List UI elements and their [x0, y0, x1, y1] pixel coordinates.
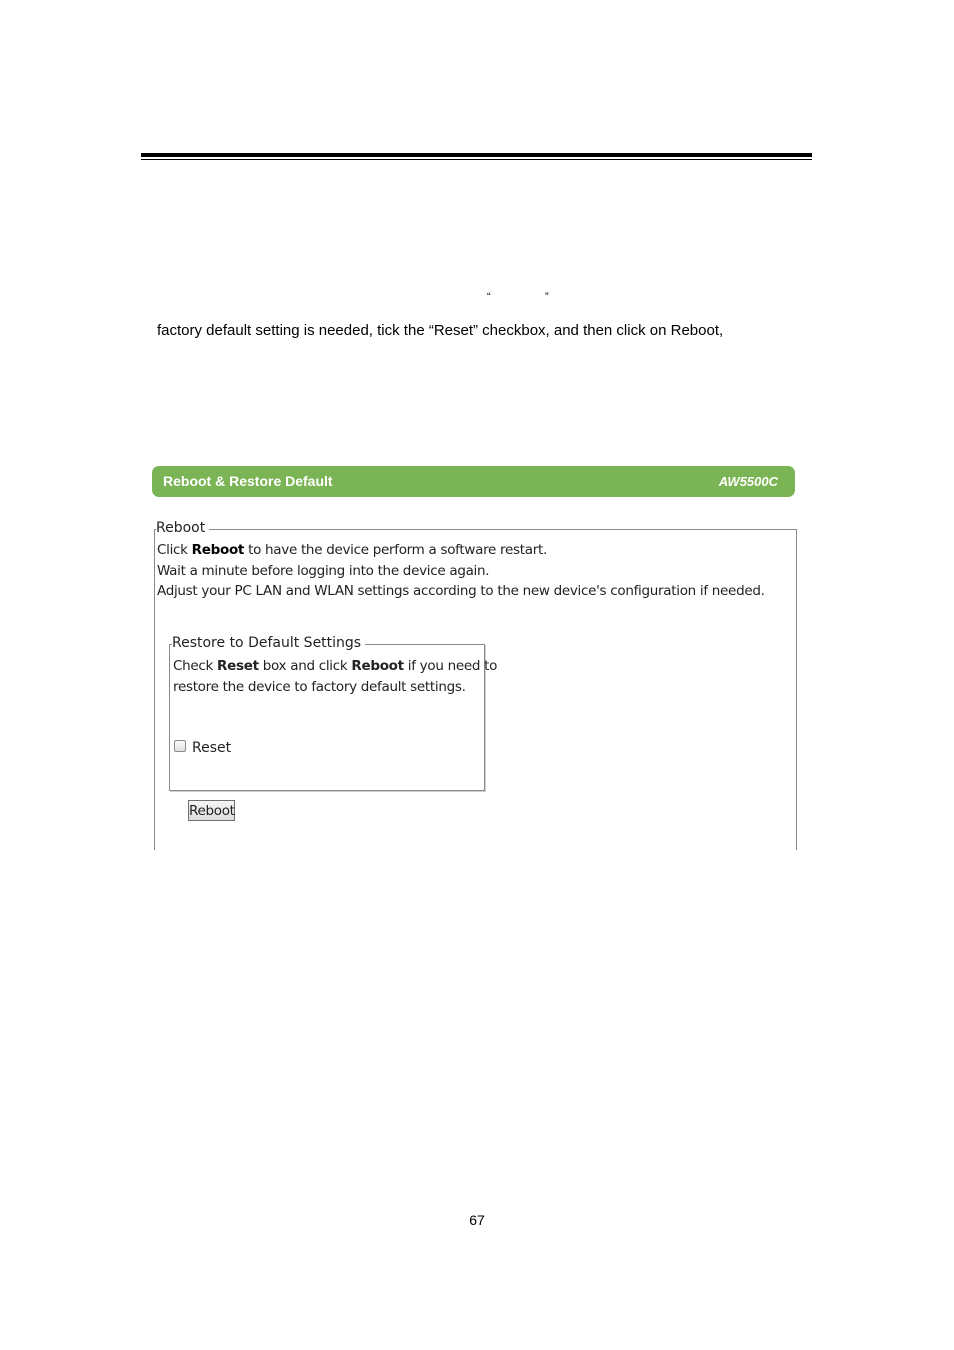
- restore-legend: Restore to Default Settings: [172, 635, 365, 651]
- reboot-legend: Reboot: [156, 520, 209, 536]
- reset-checkbox-label[interactable]: Reset: [192, 740, 232, 756]
- reset-checkbox[interactable]: [174, 740, 186, 752]
- device-model-label: AW5500C: [718, 474, 778, 489]
- header-rule-thick: [141, 153, 812, 157]
- reboot-instruction-line-2: Wait a minute before logging into the device again.: [157, 563, 490, 579]
- panel-title: Reboot & Restore Default: [163, 473, 333, 489]
- reboot-keyword: Reboot: [191, 542, 245, 558]
- body-paragraph-line: factory default setting is needed, tick the “Reset” checkbox, and then click on Reboot,: [157, 322, 724, 339]
- reboot-instruction-line-3: Adjust your PC LAN and WLAN settings according to the new device's configuration if needed.: [157, 583, 765, 599]
- close-quote: ”: [545, 291, 549, 303]
- restore-instruction-line-2: restore the device to factory default settings.: [173, 679, 466, 695]
- open-quote: “: [487, 291, 491, 303]
- panel-header-bar: [152, 466, 795, 497]
- reboot-button[interactable]: Reboot: [188, 800, 235, 821]
- reboot-instruction-line-1: Click Reboot to have the device perform a software restart.: [157, 542, 547, 558]
- header-rule-thin: [141, 159, 812, 160]
- restore-instruction-line-1: Check Reset box and click Reboot if you need to: [173, 658, 498, 674]
- page-number: 67: [469, 1212, 485, 1228]
